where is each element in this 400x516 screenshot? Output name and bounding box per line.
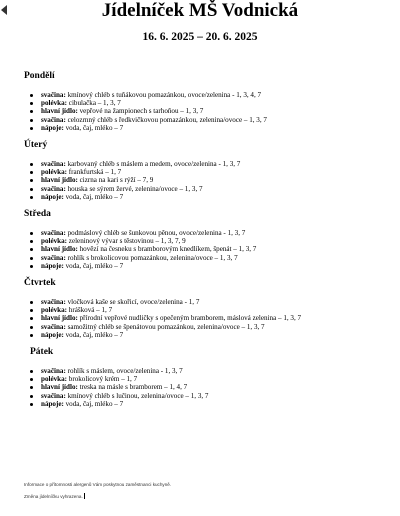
- weekly-menu: [24, 70, 396, 415]
- meal-label: polévka:: [41, 375, 68, 384]
- meal-description: frankfurtská – 1, 7: [67, 168, 122, 177]
- meal-description: hovězí na česneku s bramborovým knedlíkem, špenát – 1, 3, 7: [77, 245, 257, 254]
- day-heading: Středa: [24, 209, 51, 220]
- day-section-patek: [24, 346, 396, 408]
- meal-item: [30, 99, 396, 107]
- meal-item: [30, 254, 396, 262]
- text-cursor: [84, 493, 85, 499]
- meal-description: voda, čaj, mléko – 7: [63, 330, 124, 339]
- meal-item: [30, 314, 396, 322]
- meal-description: karbovaný chléb s máslem a medem, ovoce/zelenina - 1, 3, 7: [65, 160, 241, 169]
- meal-description: přírodní vepřové nudličky s opečeným bramborem, máslová zelenina – 1, 3, 7: [77, 314, 302, 323]
- meal-description: vločková kaše se skořicí, ovoce/zelenina - 1, 7: [65, 298, 200, 307]
- meal-description: hrášková – 1, 7: [67, 306, 113, 315]
- meal-item: [30, 91, 396, 99]
- meal-label: nápoje:: [41, 330, 64, 339]
- meal-list: [24, 229, 396, 270]
- allergen-note: Informace o přítomnosti alergenů Vám poskytnou zaměstnanci kuchyně.: [24, 482, 172, 487]
- meal-item: [30, 375, 396, 383]
- meal-description: voda, čaj, mléko – 7: [63, 399, 124, 408]
- meal-label: nápoje:: [41, 399, 64, 408]
- meal-item: [30, 306, 396, 314]
- meal-item: [30, 367, 396, 375]
- meal-label: polévka:: [41, 99, 68, 108]
- meal-description: voda, čaj, mléko – 7: [63, 261, 124, 270]
- meal-item: [30, 116, 396, 124]
- meal-item: [30, 229, 396, 237]
- meal-description: voda, čaj, mléko – 7: [63, 123, 124, 132]
- meal-label: hlavní jídlo:: [41, 383, 78, 392]
- meal-item: [30, 124, 396, 132]
- meal-description: kmínový chléb s lučinou, zelenina/ovoce – 1, 3, 7: [65, 391, 209, 400]
- meal-label: svačina:: [41, 91, 66, 99]
- meal-item: [30, 160, 396, 168]
- meal-description: treska na másle s bramborem – 1, 4, 7: [77, 383, 188, 392]
- day-heading: Úterý: [24, 140, 48, 151]
- meal-item: [30, 298, 396, 306]
- meal-description: cizrna na kari s rýží – 7, 9: [77, 176, 154, 185]
- meal-description: zeleninový vývar s těstovinou – 1, 3, 7, 9: [67, 237, 186, 246]
- meal-description: kmínový chléb s tuňákovou pomazánkou, ovoce/zelenina - 1, 3, 4, 7: [65, 91, 262, 99]
- meal-label: nápoje:: [41, 192, 64, 201]
- meal-list: [24, 367, 396, 408]
- meal-label: hlavní jídlo:: [41, 245, 78, 254]
- meal-description: samožitný chléb se špenátovou pomazánkou, zelenina/ovoce – 1, 3, 7: [65, 322, 265, 331]
- day-heading: Pondělí: [24, 71, 55, 81]
- meal-item: [30, 176, 396, 184]
- meal-item: [30, 392, 396, 400]
- meal-item: [30, 193, 396, 201]
- meal-item: [30, 237, 396, 245]
- meal-description: houska se sýrem žervé, zelenina/ovoce – 1, 3, 7: [65, 184, 203, 193]
- meal-label: polévka:: [41, 168, 68, 177]
- meal-label: nápoje:: [41, 123, 64, 132]
- meal-list: [24, 160, 396, 201]
- meal-description: rohlík s máslem, ovoce/zelenina - 1, 3, 7: [65, 367, 183, 376]
- meal-label: svačina:: [41, 298, 66, 307]
- meal-description: podmáslový chléb se šunkovou pěnou, ovoce/zelenina - 1, 3, 7: [65, 229, 246, 238]
- meal-label: hlavní jídlo:: [41, 176, 78, 185]
- meal-description: cibulačka – 1, 3, 7: [67, 99, 121, 108]
- date-range: 16. 6. 2025 – 20. 6. 2025: [142, 31, 258, 43]
- meal-label: hlavní jídlo:: [41, 107, 78, 116]
- meal-description: voda, čaj, mléko – 7: [63, 192, 124, 201]
- meal-description: rohlík s brokolicovou pomazánkou, zelenina/ovoce – 1, 3, 7: [65, 253, 238, 262]
- meal-item: [30, 107, 396, 115]
- meal-description: vepřové na žampionech s tarhoňou – 1, 3, 7: [77, 107, 204, 116]
- meal-item: [30, 323, 396, 331]
- meal-label: svačina:: [41, 184, 66, 193]
- day-heading: Čtvrtek: [24, 278, 56, 289]
- meal-label: svačina:: [41, 229, 66, 238]
- meal-label: svačina:: [41, 322, 66, 331]
- meal-label: svačina:: [41, 160, 66, 169]
- meal-item: [30, 331, 396, 339]
- meal-description: brokolicový krém – 1, 7: [67, 375, 138, 384]
- change-note-text: Změna jídelníčku vyhrazena.: [24, 494, 83, 499]
- meal-item: [30, 400, 396, 408]
- day-section-streda: [24, 208, 396, 270]
- day-section-ctvrtek: [24, 277, 396, 339]
- meal-label: svačina:: [41, 391, 66, 400]
- meal-item: [30, 168, 396, 176]
- meal-label: svačina:: [41, 253, 66, 262]
- meal-list: [24, 298, 396, 339]
- meal-label: polévka:: [41, 237, 68, 246]
- meal-item: [30, 262, 396, 270]
- meal-label: nápoje:: [41, 261, 64, 270]
- meal-label: polévka:: [41, 306, 68, 315]
- meal-label: svačina:: [41, 367, 66, 376]
- day-heading: Pátek: [30, 347, 54, 358]
- meal-item: [30, 383, 396, 391]
- meal-item: [30, 185, 396, 193]
- document-title: Jídelníček MŠ Vodnická: [101, 0, 299, 21]
- meal-list: [24, 91, 396, 132]
- meal-label: svačina:: [41, 115, 66, 124]
- meal-item: [30, 245, 396, 253]
- day-section-pondeli: [24, 70, 396, 132]
- meal-label: hlavní jídlo:: [41, 314, 78, 323]
- change-note: [24, 493, 384, 499]
- meal-description: celozrnný chléb s ředkvičkovou pomazánkou, zelenina/ovoce – 1, 3, 7: [65, 115, 267, 124]
- day-section-utery: [24, 139, 396, 201]
